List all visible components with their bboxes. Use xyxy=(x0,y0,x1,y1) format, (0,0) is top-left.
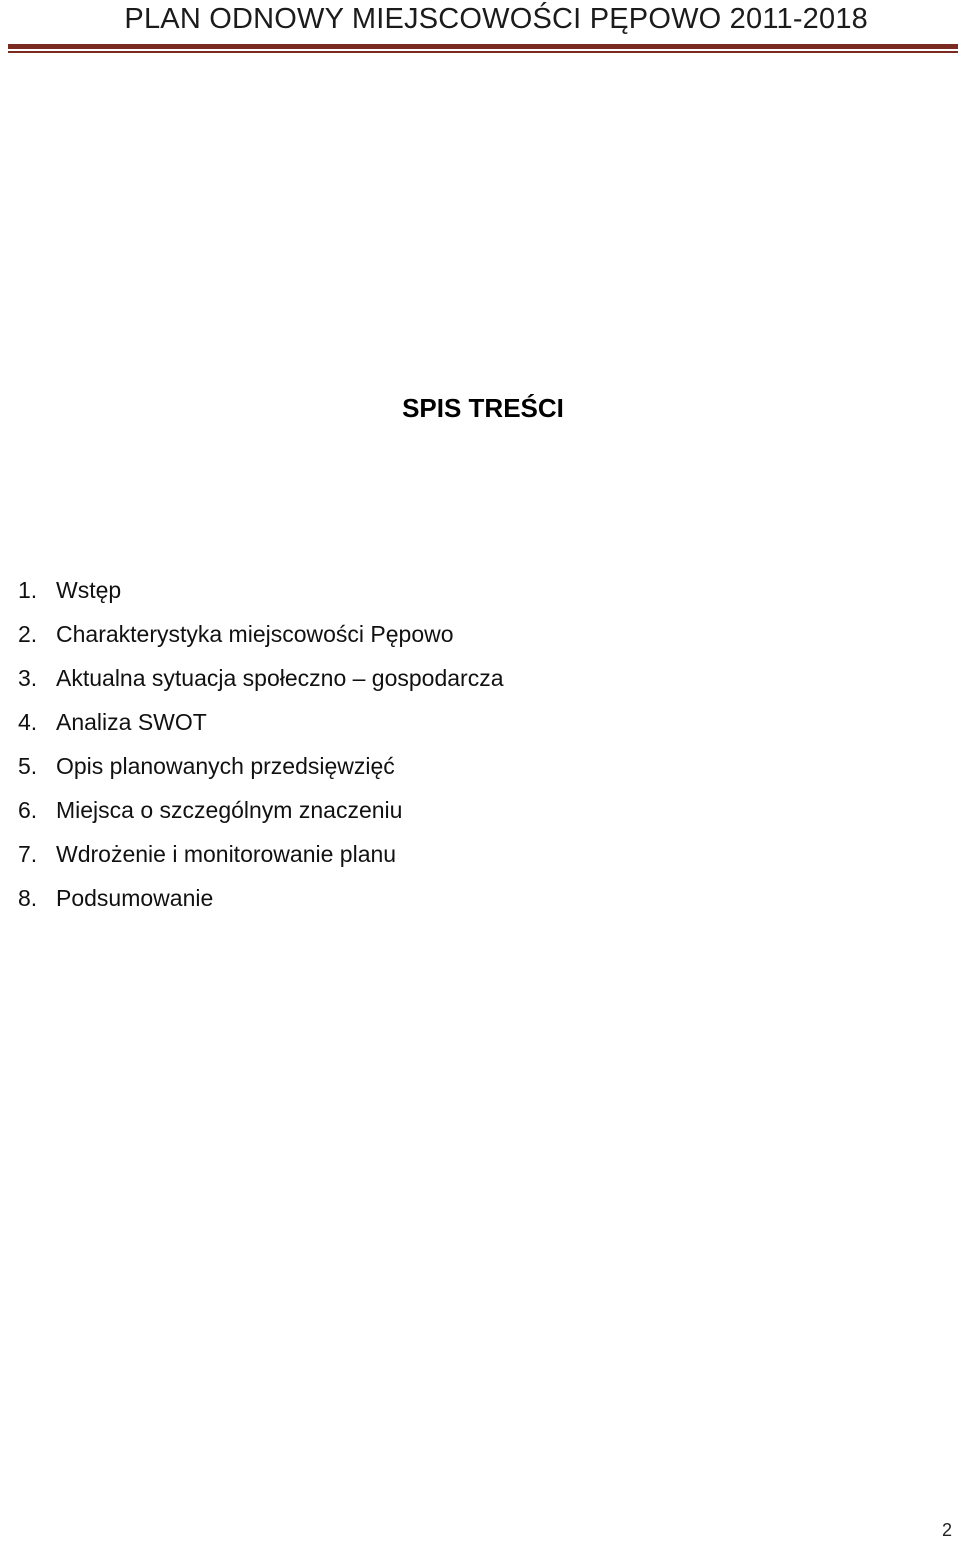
toc-list xyxy=(18,573,504,925)
header-rule-thick xyxy=(8,44,958,49)
toc-item-label: Opis planowanych przedsięwzięć xyxy=(56,753,395,779)
toc-item xyxy=(18,573,504,617)
toc-item xyxy=(18,793,504,837)
toc-item-label: Aktualna sytuacja społeczno – gospodarcza xyxy=(56,665,504,691)
toc-item xyxy=(18,881,504,925)
toc-item-number: 7. xyxy=(18,841,38,867)
toc-item xyxy=(18,837,504,881)
toc-item-label: Wstęp xyxy=(56,577,122,603)
toc-item xyxy=(18,617,504,661)
toc-item-number: 1. xyxy=(18,577,38,603)
toc-item xyxy=(18,705,504,749)
toc-item-number: 6. xyxy=(18,797,38,823)
toc-item-number: 4. xyxy=(18,709,38,735)
toc-item-number: 8. xyxy=(18,885,38,911)
toc-item xyxy=(18,749,504,793)
toc-item-label: Analiza SWOT xyxy=(56,709,207,735)
toc-item-number: 2. xyxy=(18,621,38,647)
toc-item-number: 5. xyxy=(18,753,38,779)
document-header-title: PLAN ODNOWY MIEJSCOWOŚCI PĘPOWO 2011-2018 xyxy=(124,3,868,35)
page-number: 2 xyxy=(941,1520,952,1540)
header-rule-thin xyxy=(8,51,958,53)
toc-item-label: Wdrożenie i monitorowanie planu xyxy=(56,841,397,867)
toc-item xyxy=(18,661,504,705)
running-header xyxy=(0,0,960,52)
toc-item-label: Miejsca o szczególnym znaczeniu xyxy=(56,797,403,823)
toc-item-label: Podsumowanie xyxy=(56,885,214,911)
toc-item-label: Charakterystyka miejscowości Pępowo xyxy=(56,621,454,647)
toc-title: SPIS TREŚCI xyxy=(402,393,564,423)
toc-item-number: 3. xyxy=(18,665,38,691)
